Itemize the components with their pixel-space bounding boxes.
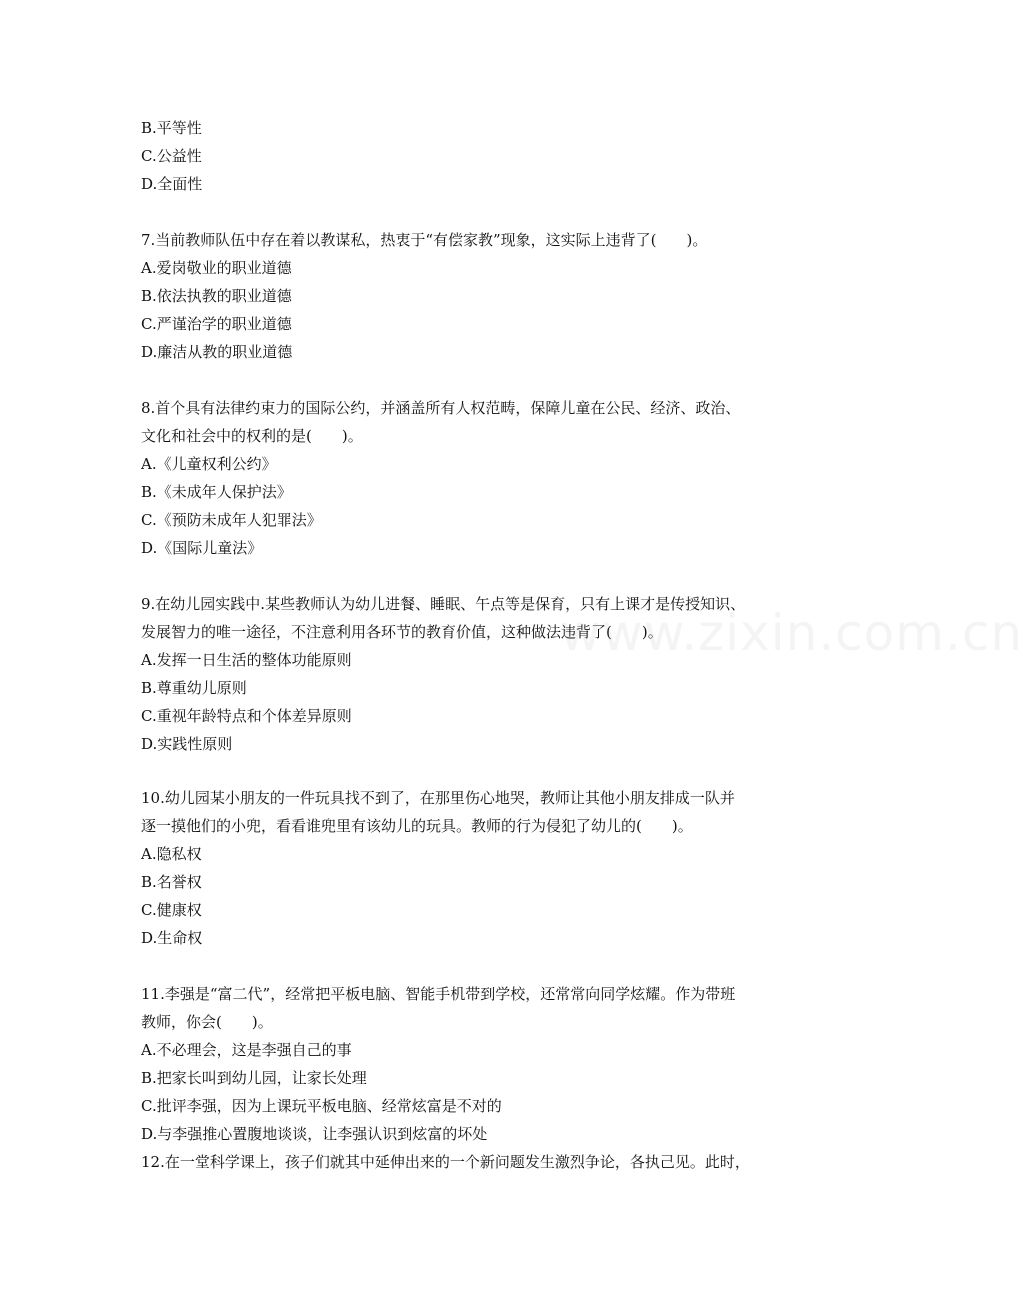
q12-stem-line-1: 12.在一堂科学课上，孩子们就其中延伸出来的一个新问题发生激烈争论，各执己见。此时， [141,1153,750,1171]
q10-option-a: A.隐私权 [141,845,202,863]
q9-option-d: D.实践性原则 [141,735,233,753]
q7-stem-line-1: 7.当前教师队伍中存在着以教谋私，热衷于“有偿家教”现象，这实际上违背了( )。 [141,231,708,249]
q7-option-b: B.依法执教的职业道德 [141,287,292,305]
q10-stem-line-1: 10.幼儿园某小朋友的一件玩具找不到了，在那里伤心地哭，教师让其他小朋友排成一队并 [141,789,735,807]
q9-stem-line-2: 发展智力的唯一途径，不注意利用各环节的教育价值，这种做法违背了( )。 [141,623,663,641]
q9-option-b: B.尊重幼儿原则 [141,679,247,697]
q6-option-b: B.平等性 [141,119,202,137]
q7-option-c: C.严谨治学的职业道德 [141,315,292,333]
q8-option-a: A.《儿童权利公约》 [141,455,277,473]
q11-option-d: D.与李强推心置腹地谈谈，让李强认识到炫富的坏处 [141,1125,488,1143]
q6-option-c: C.公益性 [141,147,202,165]
q6-option-d: D.全面性 [141,175,203,193]
q9-option-c: C.重视年龄特点和个体差异原则 [141,707,352,725]
q10-option-c: C.健康权 [141,901,202,919]
q9-option-a: A.发挥一日生活的整体功能原则 [141,651,352,669]
q7-option-d: D.廉洁从教的职业道德 [141,343,293,361]
q8-option-c: C.《预防未成年人犯罪法》 [141,511,322,529]
watermark: www.zixin.com.cn [560,604,1023,662]
q11-stem-line-1: 11.李强是“富二代”，经常把平板电脑、智能手机带到学校，还常常向同学炫耀。作为带班 [141,985,736,1003]
q11-option-a: A.不必理会，这是李强自己的事 [141,1041,352,1059]
q8-option-d: D.《国际儿童法》 [141,539,263,557]
q8-stem-line-2: 文化和社会中的权利的是( )。 [141,427,363,445]
q11-option-c: C.批评李强，因为上课玩平板电脑、经常炫富是不对的 [141,1097,502,1115]
q10-option-d: D.生命权 [141,929,203,947]
q11-option-b: B.把家长叫到幼儿园，让家长处理 [141,1069,367,1087]
q8-option-b: B.《未成年人保护法》 [141,483,292,501]
q10-option-b: B.名誉权 [141,873,202,891]
q7-option-a: A.爱岗敬业的职业道德 [141,259,292,277]
q8-stem-line-1: 8.首个具有法律约束力的国际公约，并涵盖所有人权范畴，保障儿童在公民、经济、政治、 [141,399,741,417]
q10-stem-line-2: 逐一摸他们的小兜，看看谁兜里有该幼儿的玩具。教师的行为侵犯了幼儿的( )。 [141,817,693,835]
q9-stem-line-1: 9.在幼儿园实践中.某些教师认为幼儿进餐、睡眠、午点等是保育，只有上课才是传授知识、 [141,595,746,613]
q11-stem-line-2: 教师，你会( )。 [141,1013,273,1031]
